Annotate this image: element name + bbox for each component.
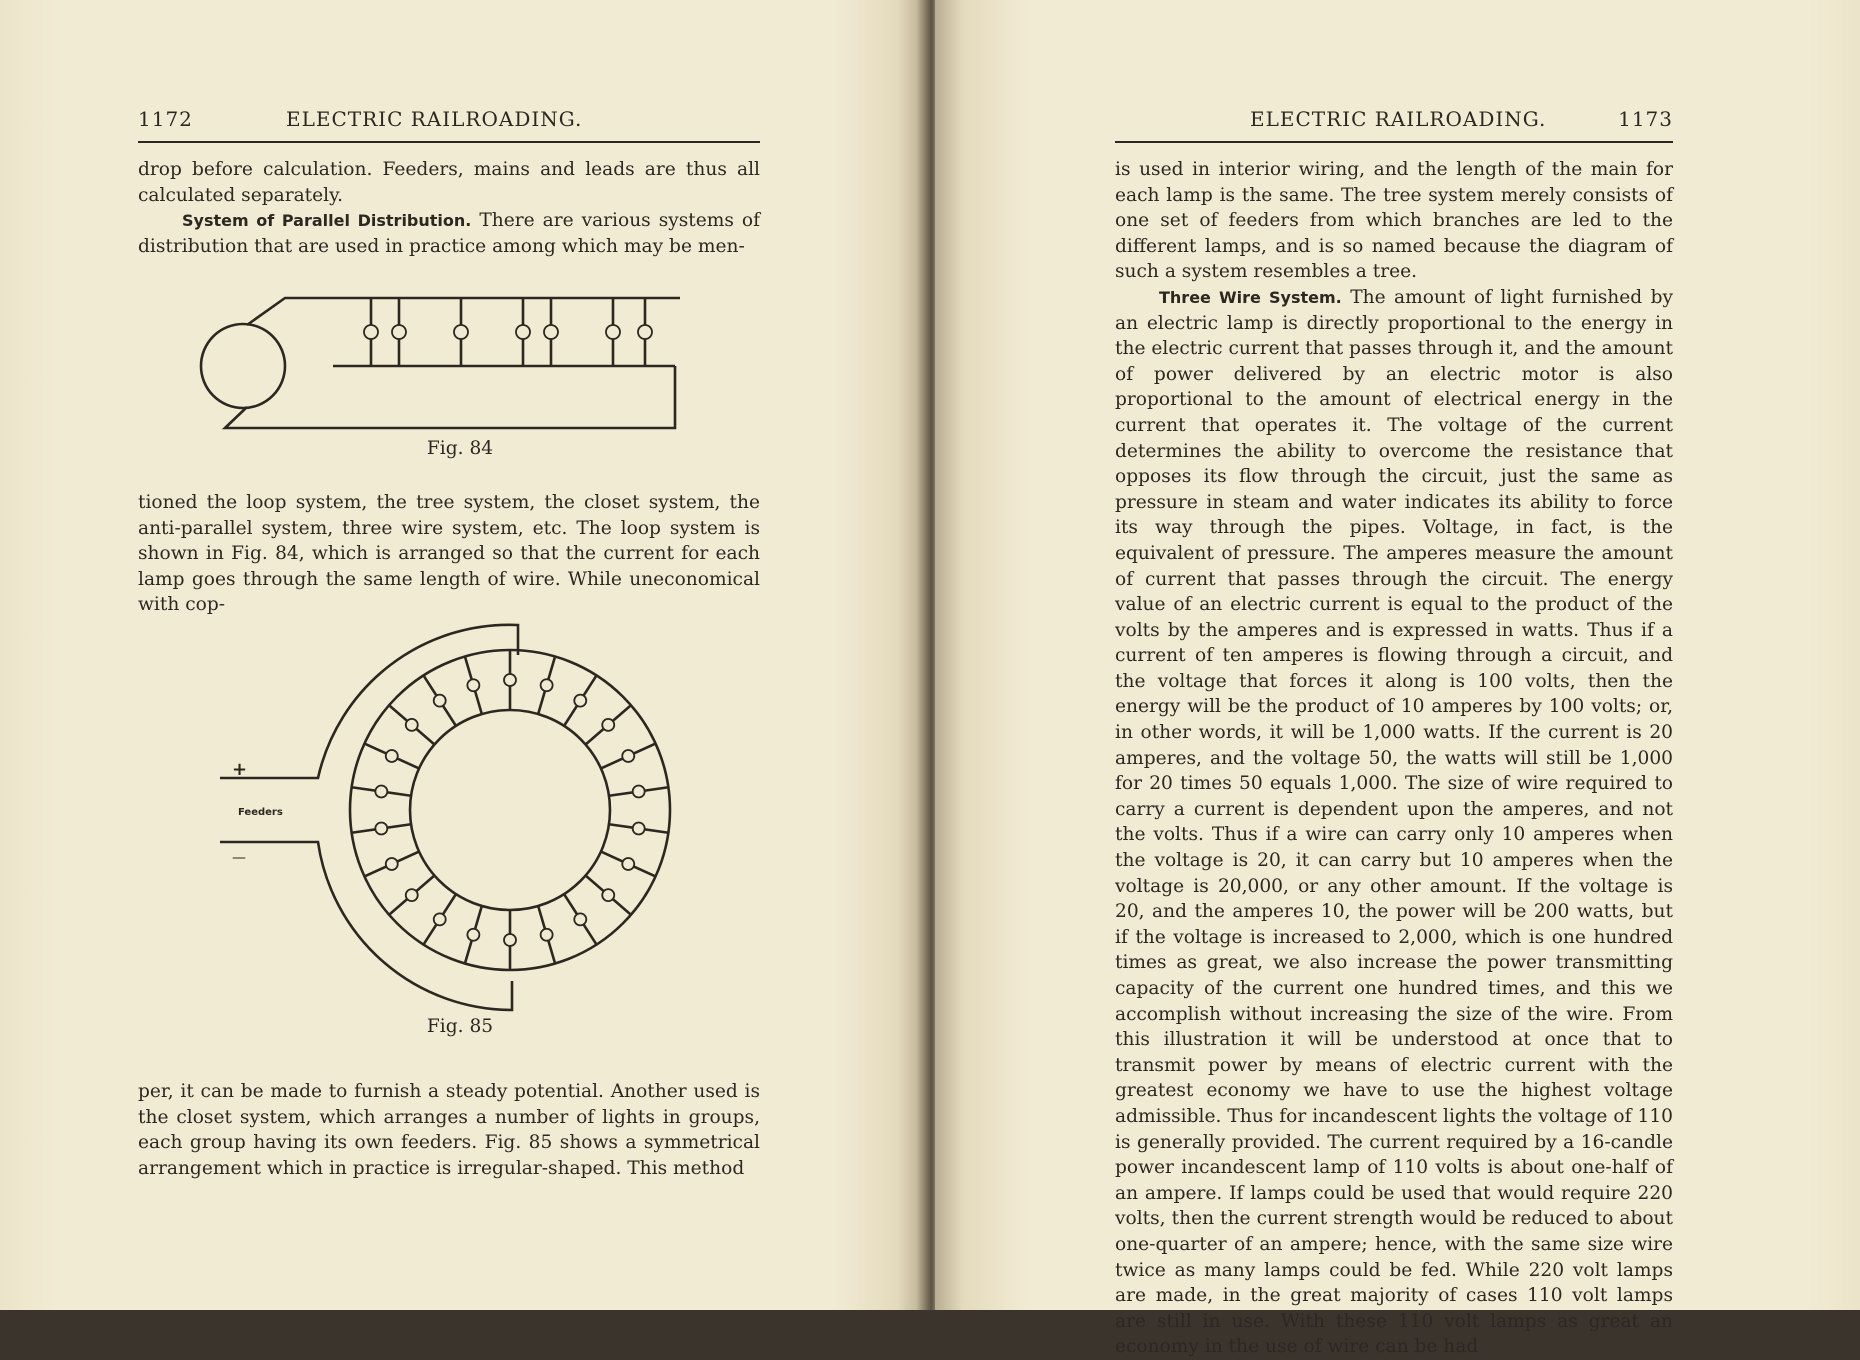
negative-feeder xyxy=(220,842,512,1010)
lamp xyxy=(574,913,586,925)
figure-85-closet-system xyxy=(210,615,690,1015)
lamp xyxy=(375,785,387,797)
left-header-rule xyxy=(138,141,760,143)
return-main-outer xyxy=(225,366,675,428)
lamp xyxy=(622,858,634,870)
lamp xyxy=(574,695,586,707)
paragraph-tree-system: is used in interior wiring, and the length of the main for each lamp is the same. The tree system merely consists of one set of feeders from which branches are led to the different lamps, and is so named because the diagram of such a system resembles a tree. xyxy=(1115,159,1673,283)
inner-main-ring xyxy=(410,710,610,910)
left-page xyxy=(0,0,925,1310)
left-running-header xyxy=(138,107,760,137)
right-running-title: ELECTRIC RAILROADING. xyxy=(1250,107,1547,131)
paragraph-feeders-calculation: drop before calculation. Feeders, mains and leads are thus all calculated separately. xyxy=(138,159,760,206)
left-text-block-3: per, it can be made to furnish a steady potential. Another used is the closet system, which arranges a number of lights in groups, each group having its own feeders. Fig. 85 shows a symmetrical arrangement which in practice is irregular-shaped. This method xyxy=(138,1081,760,1179)
lamp xyxy=(602,889,614,901)
right-header-rule xyxy=(1115,141,1673,143)
lamp xyxy=(622,750,634,762)
figure-85-caption: Fig. 85 xyxy=(426,1016,494,1037)
lamp xyxy=(386,858,398,870)
left-page-number: 1172 xyxy=(138,107,193,131)
lamp xyxy=(386,750,398,762)
right-text-block xyxy=(1115,157,1673,1360)
section-heading-parallel-distribution: System of Parallel Distribution. xyxy=(182,211,472,231)
ring-lamps xyxy=(352,650,669,970)
right-page xyxy=(935,0,1860,1358)
dynamo-circle xyxy=(201,324,285,408)
lamp xyxy=(504,934,516,946)
figure-84-caption: Fig. 84 xyxy=(426,438,494,459)
left-text-block-2: tioned the loop system, the tree system, the closet system, the anti-parallel system, three wire system, etc. The loop system is shown in Fig. 84, which is arranged so that the current for each lamp goes through the same length of wire. While uneconomical with cop- xyxy=(138,492,760,616)
lamp xyxy=(467,679,479,691)
lamp xyxy=(504,674,516,686)
lamp xyxy=(541,929,553,941)
paragraph-three-wire-text: The amount of light furnished by an electric lamp is directly proportional to the energy in the electric current that passes through it, and the amount of power delivered by an electric motor is also proportional to the amount of electrical energy in the current that operates it. The voltage of the current determines the ability to overcome the resistance that opposes its flow through the circuit, just the same as pressure in steam and water indicates its ability to force its way through the pipes. Voltage, in fact, is the equivalent of pressure. The amperes measure the amount of current that passes through the circuit. The energy value of an electric current is equal to the product of the volts by the amperes and is expressed in watts. Thus if a current of ten amperes is flowing through a circuit, and the voltage that forces it along is 100 volts, then the energy will be the product of 10 amperes by 100 volts; or, in other words, it will be 1,000 watts. If the current is 20 amperes, and the voltage 50, the watts will still be 1,000 for 20 times 50 equals 1,000. The size of wire required to carry a current is dependent upon the amperes, and not the volts. Thus if a wire can carry only 10 amperes when the voltage is 20, it can carry but 10 amperes when the voltage is 20,000, or any other amount. If the voltage is 20, and the amperes 10, the power will be 200 watts, but if the voltage is increased to 2,000, which is one hundred times as great, we also increase the power transmitting capacity of the current one hundred times, and this we accomplish without increasing the size of the wire. From this illustration it will be understood at once that to transmit power by means of electric current with the greatest economy we have to use the highest voltage admissible. Thus for incandescent lights the voltage of 110 is generally provided. The current required by a 16-candle power incandescent lamp of 110 volts is about one-half of an ampere. If lamps could be used that would require 220 volts, then the current strength would be reduced to about one-quarter of an ampere; hence, with the same size wire twice as many lamps could be fed. While 220 volt lamps are made, in the great majority of cases 110 volt lamps are still in use. With these 110 volt lamps as great an economy in the use of wire can be had xyxy=(1115,286,1674,1358)
feeders-label: Feeders xyxy=(238,807,283,818)
section-heading-three-wire: Three Wire System. xyxy=(1159,287,1342,307)
paragraph-three-wire-system xyxy=(1115,285,1673,1360)
lamp xyxy=(467,929,479,941)
left-text-block-1 xyxy=(138,157,760,259)
lamp xyxy=(434,695,446,707)
left-running-title: ELECTRIC RAILROADING. xyxy=(286,107,583,131)
lamp xyxy=(375,823,387,835)
lamp xyxy=(541,679,553,691)
lamp xyxy=(602,719,614,731)
lamp xyxy=(406,889,418,901)
paragraph-parallel-distribution-text: There are various systems of distribution that are used in practice among which may be men- xyxy=(138,210,760,257)
right-running-header xyxy=(1115,107,1673,137)
paragraph-parallel-distribution xyxy=(138,208,760,259)
lamp xyxy=(434,913,446,925)
minus-label: — xyxy=(232,850,246,866)
lamp xyxy=(406,719,418,731)
positive-feeder xyxy=(220,625,518,778)
right-page-number: 1173 xyxy=(1618,107,1673,131)
supply-main xyxy=(247,298,680,325)
plus-label: + xyxy=(232,759,248,780)
lamp-row xyxy=(364,298,652,366)
figure-84-loop-system xyxy=(195,290,695,440)
lamp xyxy=(633,785,645,797)
lamp xyxy=(633,823,645,835)
